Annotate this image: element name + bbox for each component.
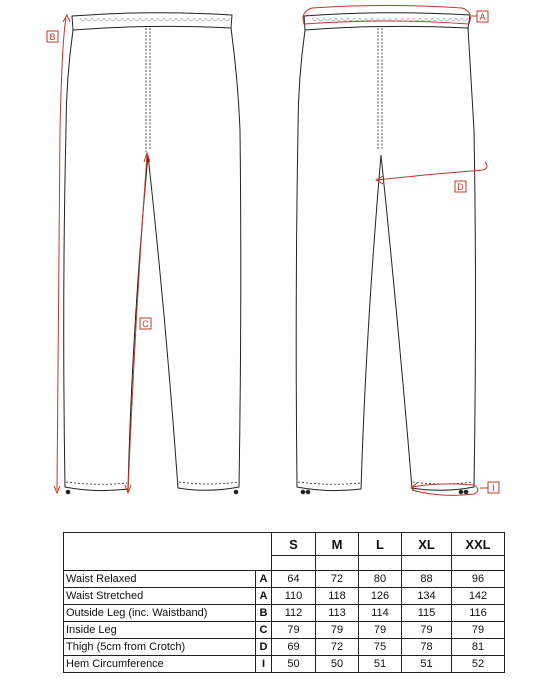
- spacer-cell: [452, 556, 505, 571]
- pants-back-view: [296, 13, 475, 494]
- size-value: 52: [452, 656, 505, 673]
- column-header: XL: [402, 533, 452, 556]
- size-value: 64: [272, 571, 316, 588]
- column-header: S: [272, 533, 316, 556]
- size-value: 72: [316, 571, 359, 588]
- label-b: [47, 31, 58, 42]
- size-value: 75: [359, 639, 402, 656]
- table-row: [64, 605, 505, 622]
- spacer-cell: [272, 556, 316, 571]
- table-row: [64, 656, 505, 673]
- spacer-cell: [402, 556, 452, 571]
- measurement-name: Waist Relaxed: [64, 571, 256, 588]
- measurement-name: Hem Circumference: [64, 656, 256, 673]
- size-value: 79: [402, 622, 452, 639]
- measurement-name: Inside Leg: [64, 622, 256, 639]
- size-value: 112: [272, 605, 316, 622]
- size-value: 80: [359, 571, 402, 588]
- size-value: 114: [359, 605, 402, 622]
- size-value: 78: [402, 639, 452, 656]
- spacer-cell: [316, 556, 359, 571]
- size-value: 115: [402, 605, 452, 622]
- size-value: 72: [316, 639, 359, 656]
- size-value: 113: [316, 605, 359, 622]
- measurement-name: Waist Stretched: [64, 588, 256, 605]
- label-d: [455, 181, 466, 192]
- size-value: 79: [272, 622, 316, 639]
- size-value: 142: [452, 588, 505, 605]
- size-value: 88: [402, 571, 452, 588]
- column-header: M: [316, 533, 359, 556]
- measurement-code: A: [256, 588, 272, 605]
- table-row: [64, 571, 505, 588]
- svg-text:I: I: [492, 483, 495, 493]
- size-value: 50: [316, 656, 359, 673]
- measurement-name: Thigh (5cm from Crotch): [64, 639, 256, 656]
- measure-line-d: [377, 162, 487, 180]
- size-value: 51: [359, 656, 402, 673]
- header-blank-cell: [64, 533, 272, 556]
- measure-line-b: [57, 18, 66, 490]
- table-row: [64, 639, 505, 656]
- table-spacer-row: [64, 556, 505, 571]
- label-i: [480, 482, 499, 493]
- size-value: 51: [402, 656, 452, 673]
- measurement-name: Outside Leg (inc. Waistband): [64, 605, 256, 622]
- measurement-code: I: [256, 656, 272, 673]
- size-value: 50: [272, 656, 316, 673]
- size-value: 134: [402, 588, 452, 605]
- measurement-code: D: [256, 639, 272, 656]
- column-header: L: [359, 533, 402, 556]
- size-value: 116: [452, 605, 505, 622]
- spacer-cell: [64, 556, 272, 571]
- table-header-row: [64, 533, 505, 556]
- measurement-code: C: [256, 622, 272, 639]
- label-c: [140, 318, 151, 329]
- size-value: 79: [452, 622, 505, 639]
- label-a: [471, 11, 488, 22]
- size-value: 69: [272, 639, 316, 656]
- pants-front-view: [64, 13, 241, 494]
- svg-text:C: C: [142, 319, 149, 329]
- svg-text:D: D: [457, 182, 464, 192]
- size-value: 126: [359, 588, 402, 605]
- svg-text:A: A: [479, 12, 486, 22]
- column-header: XXL: [452, 533, 505, 556]
- size-value: 79: [316, 622, 359, 639]
- measurement-code: A: [256, 571, 272, 588]
- size-value: 79: [359, 622, 402, 639]
- size-chart-table: [63, 532, 505, 673]
- size-value: 96: [452, 571, 505, 588]
- svg-text:B: B: [49, 32, 56, 42]
- measurement-code: B: [256, 605, 272, 622]
- size-value: 81: [452, 639, 505, 656]
- size-value: 110: [272, 588, 316, 605]
- table-row: [64, 588, 505, 605]
- spacer-cell: [359, 556, 402, 571]
- size-value: 118: [316, 588, 359, 605]
- table-row: [64, 622, 505, 639]
